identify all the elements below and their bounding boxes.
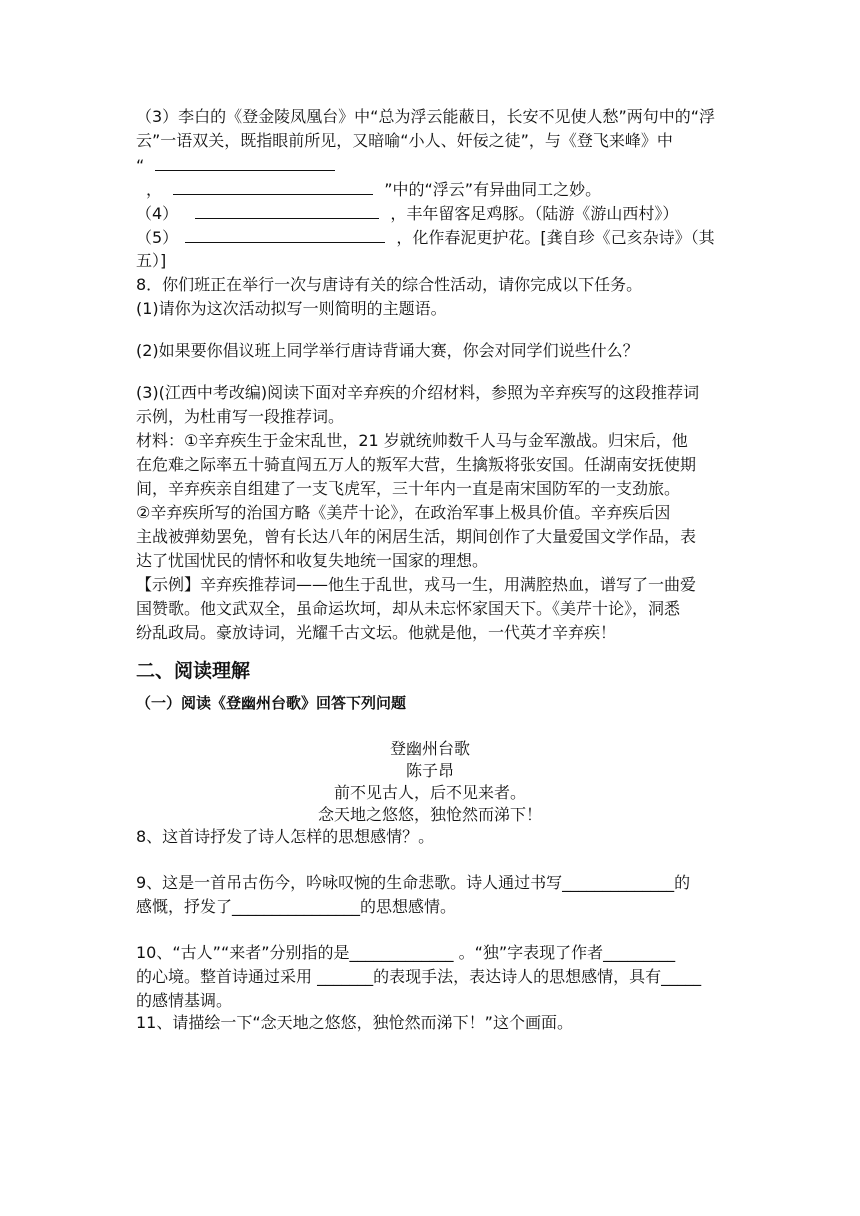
q8-sub3-line2: 示例，为杜甫写一段推荐词。 — [136, 407, 345, 426]
q7-item3-line3 — [136, 154, 335, 177]
q8-sub1: (1)请你为这次活动拟写一则简明的主题语。 — [136, 299, 447, 318]
question-10-line2: 的心境。整首诗通过采用 _______的表现手法，表达诗人的思想感情，具有_____ — [136, 967, 702, 986]
example-line: 纷乱政局。豪放诗词，光耀千古文坛。他就是他，一代英才辛弃疾！ — [136, 623, 617, 642]
comma-text: ， — [146, 180, 163, 199]
open-quote: “ — [136, 156, 145, 175]
answer-blank[interactable] — [195, 202, 379, 219]
q7-item5-line2: 五）] — [136, 251, 167, 270]
material-line: 达了忧国忧民的情怀和收复失地统一国家的理想。 — [136, 551, 489, 570]
material-line: 材料：①辛弃疾生于金宋乱世，21 岁就统帅数千人马与金军激战。归宋后，他 — [136, 431, 688, 450]
question-8: 8、这首诗抒发了诗人怎样的思想感情？。 — [136, 827, 435, 846]
section-subheading: （一）阅读《登幽州台歌》回答下列问题 — [136, 694, 407, 712]
q7-item4 — [136, 202, 678, 225]
item5-number: （5） — [136, 228, 179, 247]
question-11: 11、请描绘一下“念天地之悠悠，独怆然而涕下！”这个画面。 — [136, 1013, 573, 1032]
answer-blank[interactable] — [185, 226, 385, 243]
item4-suffix: ，丰年留客足鸡豚。（陆游《游山西村》） — [390, 204, 679, 223]
q7-item3-line4 — [146, 178, 601, 201]
material-line: 在危难之际率五十骑直闯五万人的叛军大营，生擒叛将张安国。任湖南安抚使期 — [136, 455, 697, 474]
q7-item3-line1: （3）李白的《登金陵凤凰台》中“总为浮云能蔽日，长安不见使人愁”两句中的“浮 — [136, 107, 716, 126]
material-line: ②辛弃疾所写的治国方略《美芹十论》，在政治军事上极具价值。辛弃疾后因 — [136, 503, 671, 522]
q8-sub3-line1: (3)(江西中考改编)阅读下面对辛弃疾的介绍材料，参照为辛弃疾写的这段推荐词 — [136, 383, 700, 402]
poem-line: 念天地之悠悠，独怆然而涕下！ — [317, 805, 542, 824]
q8-title: 8．你们班正在举行一次与唐诗有关的综合性活动，请你完成以下任务。 — [136, 275, 643, 294]
question-10-line1: 10、“古人”“来者”分别指的是_____________ 。“独”字表现了作者_________ — [136, 943, 676, 962]
example-line: 国赞歌。他文武双全，虽命运坎坷，却从未忘怀家国天下。《美芹十论》，洞悉 — [136, 599, 681, 618]
material-line: 主战被弹劾罢免，曾有长达八年的闲居生活，期间创作了大量爱国文学作品，表 — [136, 527, 697, 546]
question-9-line1: 9、这是一首吊古伤今，吟咏叹惋的生命悲歌。诗人通过书写______________的 — [136, 873, 691, 892]
q7-item5 — [136, 226, 715, 249]
section-heading: 二、阅读理解 — [136, 660, 251, 682]
question-10-line3: 的感情基调。 — [136, 991, 233, 1010]
poem-line: 前不见古人，后不见来者。 — [333, 783, 526, 802]
item5-suffix: ，化作春泥更护花。[龚自珍《己亥杂诗》（其 — [396, 228, 715, 247]
q7-item3-line2: 云”一语双关，既指眼前所见，又暗喻“小人、奸佞之徒”，与《登飞来峰》中 — [136, 131, 673, 150]
q8-sub2: (2)如果要你倡议班上同学举行唐诗背诵大赛，你会对同学们说些什么？ — [136, 341, 639, 360]
question-9-line2: 感慨，抒发了________________的思想感情。 — [136, 897, 457, 916]
answer-blank[interactable] — [155, 154, 335, 171]
item3-suffix: ”中的“浮云”有异曲同工之妙。 — [384, 180, 602, 199]
answer-blank[interactable] — [173, 178, 373, 195]
poem-author: 陈子昂 — [405, 761, 454, 780]
item4-number: （4） — [136, 204, 179, 223]
example-line: 【示例】辛弃疾推荐词——他生于乱世，戎马一生，用满腔热血，谱写了一曲爱 — [136, 575, 697, 594]
material-line: 间，辛弃疾亲自组建了一支飞虎军，三十年内一直是南宋国防军的一支劲旅。 — [136, 479, 681, 498]
poem-title: 登幽州台歌 — [389, 739, 470, 758]
